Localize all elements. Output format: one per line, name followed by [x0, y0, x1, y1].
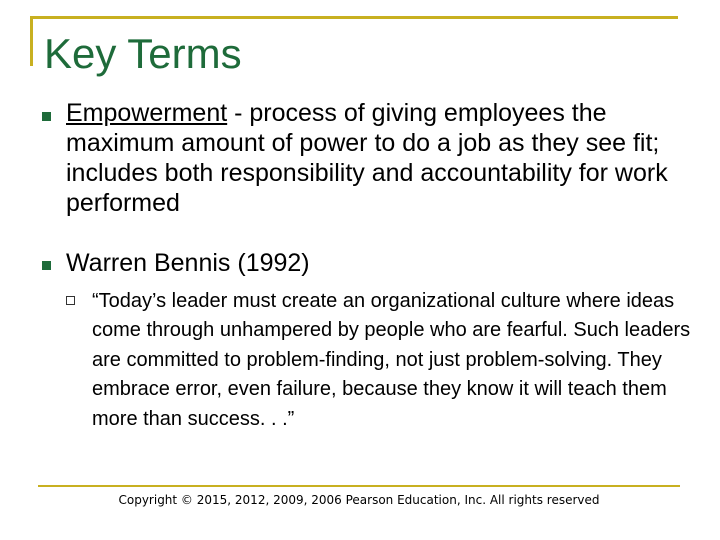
- footer-rule: [38, 485, 680, 487]
- copyright-footer: Copyright © 2015, 2012, 2009, 2006 Pearson Education, Inc. All rights reserved: [118, 493, 600, 507]
- filled-square-icon: [42, 112, 51, 121]
- hollow-square-icon: [66, 296, 75, 305]
- frame-left-rule: [30, 16, 33, 66]
- slide-title: Key Terms: [44, 30, 242, 77]
- filled-square-icon: [42, 261, 51, 270]
- bullet-empowerment: [66, 98, 686, 218]
- term-empowerment: Empowerment: [66, 99, 228, 127]
- frame-top-rule: [30, 16, 678, 19]
- empowerment-definition: - process of giving employees the maximum amount of power to do a job as they see fit; includes both responsibility and accountability for work performed: [66, 99, 668, 217]
- bennis-quote: “Today’s leader must create an organizational culture where ideas come through unhampered by people who are fearful. Such leaders are committed to problem-finding, not just problem-solving. They embrace error, even failure, because they know it will teach them more than success. . .”: [92, 290, 691, 430]
- bullet-warren-bennis: Warren Bennis (1992): [66, 249, 310, 277]
